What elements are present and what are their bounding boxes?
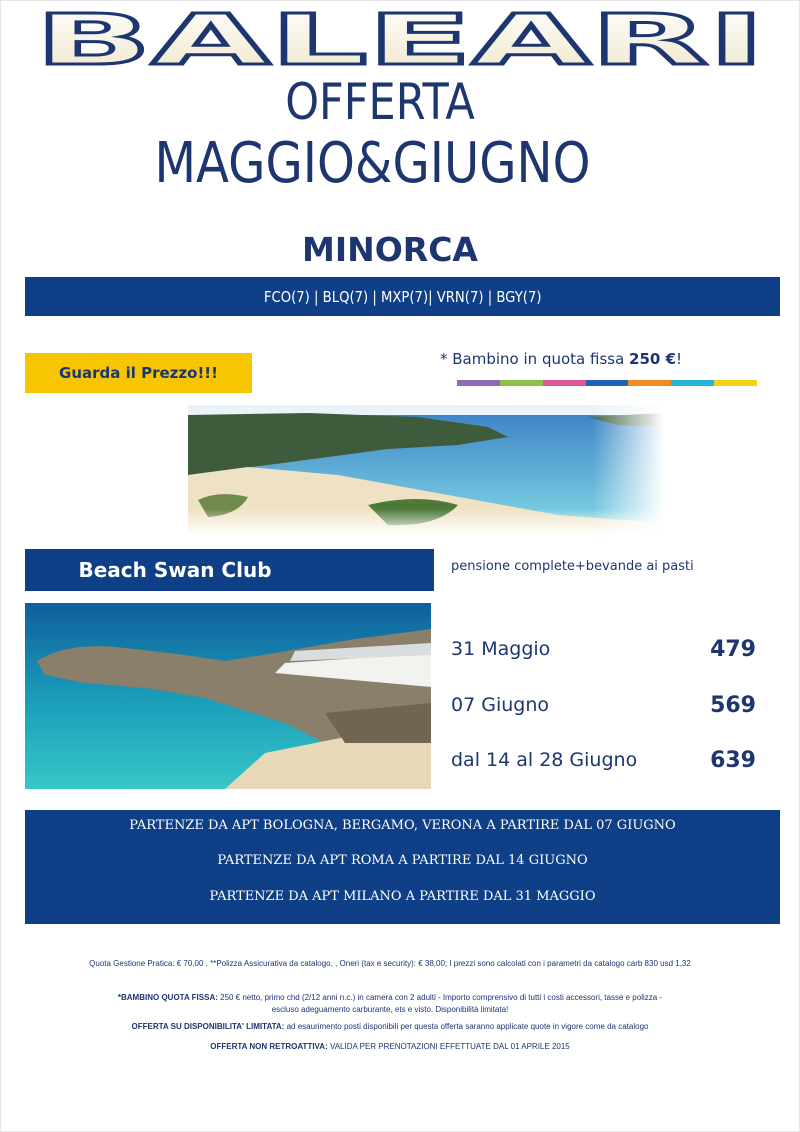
rainbow-divider — [457, 380, 757, 386]
rainbow-stripe — [628, 380, 671, 386]
footnote-offerta-text: ad esaurimento posti disponibili per questa offerta saranno applicate quote in vigore come da catalogo — [284, 1022, 649, 1031]
price-date: dal 14 al 28 Giugno — [451, 749, 638, 771]
airports-list: FCO(7) | BLQ(7) | MXP(7)| VRN(7) | BGY(7) — [263, 287, 542, 306]
price-value: 569 — [710, 692, 756, 718]
title-baleari — [20, 0, 780, 74]
footnote-nonretro-label: OFFERTA NON RETROATTIVA: — [210, 1042, 328, 1051]
beach-photo — [188, 405, 664, 535]
departure-line: PARTENZE DA APT MILANO A PARTIRE DAL 31 MAGGIO — [209, 889, 596, 904]
footnote-nonretro — [0, 1041, 780, 1053]
rainbow-stripe — [671, 380, 714, 386]
headline-offerta: OFFERTA — [285, 73, 475, 131]
board-type: pensione complete+bevande ai pasti — [451, 559, 694, 574]
hotel-name: Beach Swan Club — [78, 558, 272, 582]
price-row — [451, 690, 756, 720]
rainbow-stripe — [714, 380, 757, 386]
rainbow-stripe — [500, 380, 543, 386]
rainbow-stripe — [543, 380, 586, 386]
price-date: 07 Giugno — [451, 694, 549, 716]
hotel-name-bar — [25, 549, 434, 591]
footnote-nonretro-text: VALIDA PER PRENOTAZIONI EFFETTUATE DAL 01 APRILE 2015 — [327, 1042, 570, 1051]
price-row — [451, 745, 756, 775]
child-note-amount: 250 € — [629, 350, 677, 368]
footnote-bambino-text: 250 € netto, primo chd (2/12 anni n.c.) in camera con 2 adulti - Importo comprensivo di tutti i costi accessori, tasse e polizza - — [217, 993, 663, 1002]
footnote-bambino — [0, 992, 780, 1004]
footnote-offerta-label: OFFERTA SU DISPONIBILITA' LIMITATA: — [131, 1022, 285, 1031]
price-value: 639 — [710, 747, 756, 773]
child-price-note — [440, 350, 760, 374]
price-date: 31 Maggio — [451, 638, 551, 660]
departure-line: PARTENZE DA APT BOLOGNA, BERGAMO, VERONA A PARTIRE DAL 07 GIUGNO — [129, 818, 676, 833]
footnote-fees: Quota Gestione Pratica: € 70,00 , **Polizza Assicurativa da catalogo, , Oneri (tax e security): € 38,00; I prezzi sono calcolati con i parametri da catalogo carb 830 usd 1,32 — [89, 959, 691, 968]
price-value: 479 — [710, 636, 756, 662]
footnote-bambino-cont: escluso adeguamento carburante, ets e visto. Disponibilità limitata! — [271, 1005, 509, 1014]
departures-box — [25, 810, 780, 924]
airports-bar — [25, 277, 780, 316]
title-text: BALEARI — [35, 0, 766, 74]
footnote-offerta — [0, 1021, 780, 1033]
departure-line: PARTENZE DA APT ROMA A PARTIRE DAL 14 GIUGNO — [217, 853, 588, 868]
hotel-photo — [25, 603, 431, 789]
price-row — [451, 634, 756, 664]
destination-title: MINORCA — [302, 230, 478, 269]
guarda-prezzo-button[interactable]: Guarda il Prezzo!!! — [25, 353, 252, 393]
child-note-prefix: * Bambino in quota fissa — [440, 350, 630, 368]
rainbow-stripe — [457, 380, 500, 386]
headline-period: MAGGIO&GIUGNO — [154, 131, 591, 196]
child-note-suffix: ! — [676, 350, 683, 368]
rainbow-stripe — [586, 380, 629, 386]
footnote-bambino-label: *BAMBINO QUOTA FISSA: — [117, 993, 218, 1002]
